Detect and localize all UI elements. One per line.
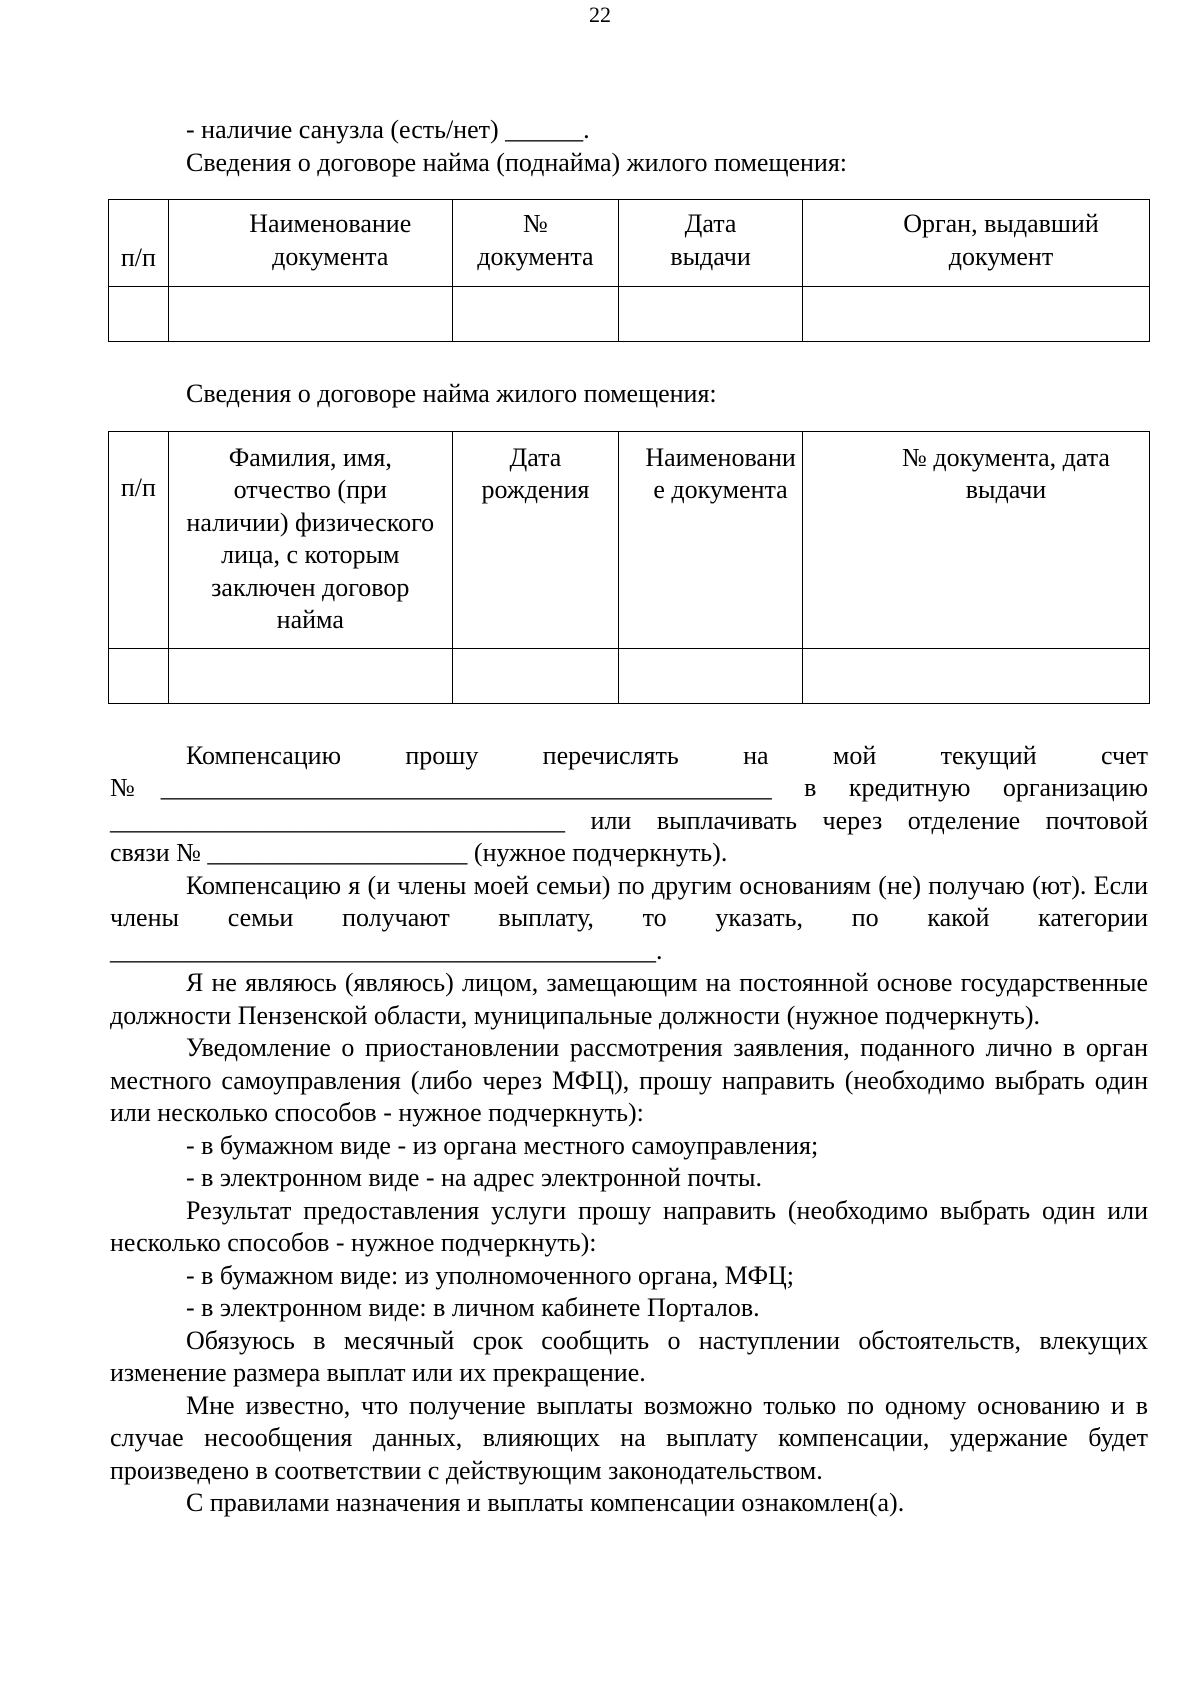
- sanuzel-line: - наличие санузла (есть/нет) ______.: [186, 115, 590, 144]
- header-cell: [109, 431, 169, 648]
- empty-cell-person-name[interactable]: [168, 648, 452, 703]
- rental-person-table: [108, 431, 1150, 704]
- header-doc-name: Наименование документа: [645, 442, 796, 504]
- header-pp: п/п: [120, 472, 156, 502]
- notification-paper-option: - в бумажном виде - из органа местного самоуправления;: [186, 1130, 819, 1160]
- empty-cell-pp[interactable]: [109, 287, 169, 342]
- table1-title: Сведения о договоре найма (поднайма) жилого помещения:: [186, 147, 848, 177]
- result-paper-option: - в бумажном виде: из уполномоченного органа, МФЦ;: [186, 1260, 795, 1290]
- other-grounds-paragraph: Компенсацию я (и члены моей семьи) по другим основаниям (не) получаю (ют). Если члены семьи получают выплату, то указать, по какой категории: [110, 870, 1148, 932]
- table-row: [109, 287, 1150, 342]
- empty-cell-issuer[interactable]: [802, 287, 1149, 342]
- empty-cell-issue-date[interactable]: [619, 287, 803, 342]
- header-cell: [619, 431, 803, 648]
- notification-email-option: - в электронном виде - на адрес электронной почты.: [186, 1163, 763, 1192]
- other-grounds-blank: __________________________________________.: [110, 935, 663, 965]
- header-doc-number-date: № документа, дата выдачи: [902, 442, 1110, 504]
- table-header-row: [109, 200, 1150, 287]
- empty-cell-pp[interactable]: [109, 648, 169, 703]
- empty-cell-birth-date[interactable]: [452, 648, 618, 703]
- empty-cell-doc-name[interactable]: [168, 287, 452, 342]
- empty-cell-doc-number-date[interactable]: [802, 648, 1149, 703]
- result-paragraph: Результат предоставления услуги прошу направить (необходимо выбрать один или несколько способов - нужное подчеркнуть):: [110, 1195, 1148, 1257]
- header-cell: [168, 431, 452, 648]
- table-row: [109, 648, 1150, 703]
- notification-paragraph: Уведомление о приостановлении рассмотрения заявления, поданного лично в орган местного самоуправления (либо через МФЦ), прошу направить (необходимо выбрать один или несколько способов - нужное подчеркнуть):: [110, 1033, 1148, 1127]
- header-cell: [802, 431, 1149, 648]
- header-doc-number: № документа: [477, 209, 594, 271]
- rental-contract-table: [108, 199, 1150, 342]
- header-cell: [802, 200, 1149, 287]
- empty-cell-doc-number[interactable]: [452, 287, 618, 342]
- header-cell: [452, 200, 618, 287]
- empty-cell-doc-name[interactable]: [619, 648, 803, 703]
- header-cell: [109, 200, 169, 287]
- document-body: [110, 114, 1148, 1520]
- not-official-paragraph: Я не являюсь (являюсь) лицом, замещающим на постоянной основе государственные должности Пензенской области, муниципальные должности (нужное подчеркнуть).: [110, 968, 1148, 1030]
- header-doc-name: Наименование документа: [249, 209, 412, 271]
- obligation-paragraph: Обязуюсь в месячный срок сообщить о наступлении обстоятельств, влекущих изменение размера выплат или их прекращение.: [110, 1325, 1148, 1387]
- header-cell: [452, 431, 618, 648]
- header-issuer: Орган, выдавший документ: [903, 209, 1099, 271]
- header-issue-date: Дата выдачи: [670, 209, 751, 271]
- header-cell: [619, 200, 803, 287]
- rules-paragraph: С правилами назначения и выплаты компенсации ознакомлен(а).: [186, 1488, 905, 1517]
- known-paragraph: Мне известно, что получение выплаты возможно только по одному основанию и в случае несообщения данных, влияющих на выплату компенсации, удержание будет произведено в соответствии с действующим законодательством.: [110, 1390, 1148, 1485]
- table2-title: Сведения о договоре найма жилого помещения:: [186, 379, 717, 408]
- header-cell: [168, 200, 452, 287]
- page-number: 22: [589, 2, 611, 27]
- compensation-line-1: Компенсацию прошу перечислять на мой текущий счет: [186, 740, 1148, 770]
- header-birth-date: Дата рождения: [481, 442, 590, 504]
- result-electronic-option: - в электронном виде: в личном кабинете Порталов.: [186, 1293, 760, 1322]
- table-header-row: [109, 431, 1150, 648]
- compensation-line-2: №_______________________________________________ в кредитную организацию: [110, 773, 1148, 802]
- header-person-name: Фамилия, имя, отчество (при наличии) физического лица, с которым заключен договор найма: [186, 442, 435, 634]
- header-pp: п/п: [120, 243, 156, 272]
- compensation-line-4: связи № ____________________ (нужное подчеркнуть).: [110, 838, 728, 867]
- compensation-line-3: ___________________________________ или выплачивать через отделение почтовой: [110, 805, 1148, 835]
